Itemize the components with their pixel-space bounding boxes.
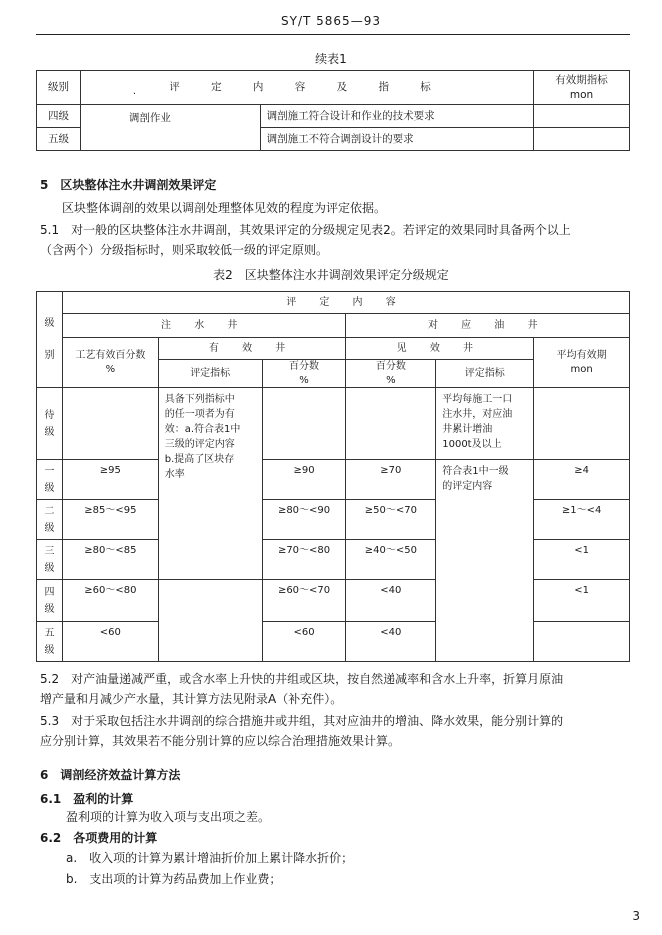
table2-h-oil-pct [346,360,436,388]
table2-row-avg-period [534,388,630,460]
table1-col-content-label: 评 定 内 容 及 指 标 [169,81,445,94]
table2-row [37,460,630,500]
table2-row [37,622,630,662]
para-5-3-line2: 应分别计算，其效果若不能分别计算的应以综合治理措施效果计算。 [40,734,401,748]
table1-row-desc: 调剖施工不符合调剖设计的要求 [260,128,533,151]
table2-h-oil [346,314,630,338]
table2-row-effective-pct: <60 [262,622,346,662]
table2-row-level-label: 三级 [44,545,55,574]
table2-row-pending [37,388,630,460]
table1-col-level: 级别 [37,71,81,105]
table2-row [37,540,630,580]
table1-row-period [534,105,630,128]
table2-row-avg-period: <1 [534,540,630,580]
table2-row [37,500,630,540]
table2-row-level [37,622,63,662]
table2-row-level-label: 四级 [44,586,55,615]
table1-row-level: 五级 [37,128,81,151]
table2-row-process: <60 [62,622,158,662]
table2-h-inj-pct [262,360,346,388]
table2-row-process: ≥80～<85 [62,540,158,580]
table2-row-avg-period [534,622,630,662]
table2-header-row2 [37,314,630,338]
table2-row-level [37,460,63,500]
table2-h-inj-pct-unit: % [299,374,309,386]
table1-col-period-unit: mon [569,88,594,101]
section6-2-a: a. 收入项的计算为累计增油折价加上累计降水折价； [66,851,354,865]
table1-row-item: 调剖作业 [80,105,260,151]
section6-2-title: 6.2 各项费用的计算 [40,831,158,845]
table2-row-avg-period: ≥1～<4 [534,500,630,540]
table1 [36,70,630,151]
table2-h-oil-criteria: 评定指标 [436,360,534,388]
table2-inj-criteria-empty [158,580,262,662]
table2-header-row1 [37,292,630,314]
table2-row-effective-pct: ≥70～<80 [262,540,346,580]
table2-row-level [37,540,63,580]
table2-row-process [62,388,158,460]
table2-h-content [62,292,629,314]
table2-h-oil-pct-unit: % [386,374,396,386]
section5-title: 5 区块整体注水井调剖效果评定 [40,178,217,192]
table2-oil-criteria-grade1-text: 符合表1中一级的评定内容 [442,466,509,492]
table1-col-period [534,71,630,105]
table2-h-effective-label: 有 效 井 [208,342,296,354]
table1-mark: . [132,86,137,97]
header-rule [36,34,630,35]
table2-inj-criteria-text: 具备下列指标中的任一项者为有效：a.符合表1中三级的评定内容b.提高了区块存水率 [164,394,241,480]
table2-row-process: ≥95 [62,460,158,500]
table2-h-avg-period-unit: mon [570,363,593,375]
table1-row-desc: 调剖施工符合设计和作业的技术要求 [260,105,533,128]
table2-row [37,580,630,622]
table2-pending-label: 待级 [44,409,55,438]
table2-h-level [37,292,63,388]
table2-row-process: ≥85～<95 [62,500,158,540]
table2-h-inj-pct-label: 百分数 [289,361,320,372]
table2-inj-criteria [158,388,262,580]
table2-h-content-label: 评 定 内 容 [286,296,406,308]
table2-row-seen-pct: ≥50～<70 [346,500,436,540]
table2-row-level-label: 二级 [44,505,55,534]
table2-h-level-label: 级别 [44,317,55,361]
section6-1-title: 6.1 盈利的计算 [40,792,134,806]
table2-h-avg-period [534,338,630,388]
table2-oil-criteria-grade1 [436,460,534,662]
table2-row-seen-pct: ≥70 [346,460,436,500]
table2-row-seen-pct: <40 [346,580,436,622]
para-5-2-line1: 5.2 对产油量递减严重，或含水率上升快的井组或区块，按自然递减率和含水上升率，折算月原油 [40,672,564,686]
table1-row [37,105,630,128]
table2-row-avg-period: ≥4 [534,460,630,500]
para-5-1-line2: （含两个）分级指标时，则采取较低一级的评定原则。 [40,243,329,257]
table2-row-level [37,580,63,622]
table2-h-seen-label: 见 效 井 [396,342,483,354]
table2-row-process: ≥60～<80 [62,580,158,622]
table2-row-level-label: 一级 [44,465,55,494]
standard-code: SY/T 5865—93 [281,14,381,28]
table2-row-effective-pct: ≥60～<70 [262,580,346,622]
table2-h-injection [62,314,346,338]
table1-header-row [37,71,630,105]
table1-row-level: 四级 [37,105,81,128]
table2-caption: 表2 区块整体注水井调剖效果评定分级规定 [213,268,449,282]
table2-row-level [37,388,63,460]
table1-caption: 续表1 [315,52,347,66]
table1-row-period [534,128,630,151]
table1-col-content [80,71,533,105]
table2-h-process-unit: % [105,363,116,375]
table2-h-process-label: 工艺有效百分数 [75,350,146,361]
table2-row-level-label: 五级 [44,627,55,656]
para-5-2-line2: 增产量和月减少产水量，其计算方法见附录A（补充件）。 [40,692,343,706]
table2-h-seen [346,338,534,360]
table2-oil-criteria-pending-text: 平均每施工一口注水井，对应油井累计增油1000t及以上 [442,394,513,450]
table2-row-seen-pct: ≥40～<50 [346,540,436,580]
table2-h-oil-label: 对 应 油 井 [427,319,548,331]
table2-h-avg-period-label: 平均有效期 [556,350,607,361]
table2-row-effective-pct: ≥80～<90 [262,500,346,540]
table2-h-effective [158,338,346,360]
table2-oil-criteria-pending [436,388,534,460]
table2-h-oil-pct-label: 百分数 [375,361,406,372]
para-5-1-line1: 5.1 对一般的区块整体注水井调剖，其效果评定的分级规定见表2。若评定的效果同时具备两个以上 [40,223,571,237]
table2-h-process [62,338,158,388]
table2-h-injection-label: 注 水 井 [161,319,248,331]
table2-header-row3 [37,338,630,360]
table1-col-period-label: 有效期指标 [555,74,608,87]
table2-row-seen-pct [346,388,436,460]
table2-h-inj-criteria: 评定指标 [158,360,262,388]
section6-title: 6 调剖经济效益计算方法 [40,768,181,782]
section6-2-b: b. 支出项的计算为药品费加上作业费； [66,872,282,886]
page-number: 3 [632,909,640,923]
section6-1-text: 盈利项的计算为收入项与支出项之差。 [66,810,271,824]
para-5-3-line1: 5.3 对于采取包括注水井调剖的综合措施井或井组，其对应油井的增油、降水效果，能分别计算的 [40,714,564,728]
table2-row-seen-pct: <40 [346,622,436,662]
table2-row-level [37,500,63,540]
table2-row-effective-pct [262,388,346,460]
table2 [36,291,630,662]
section5-intro: 区块整体调剖的效果以调剖处理整体见效的程度为评定依据。 [62,201,387,215]
table2-row-avg-period: <1 [534,580,630,622]
table2-row-effective-pct: ≥90 [262,460,346,500]
